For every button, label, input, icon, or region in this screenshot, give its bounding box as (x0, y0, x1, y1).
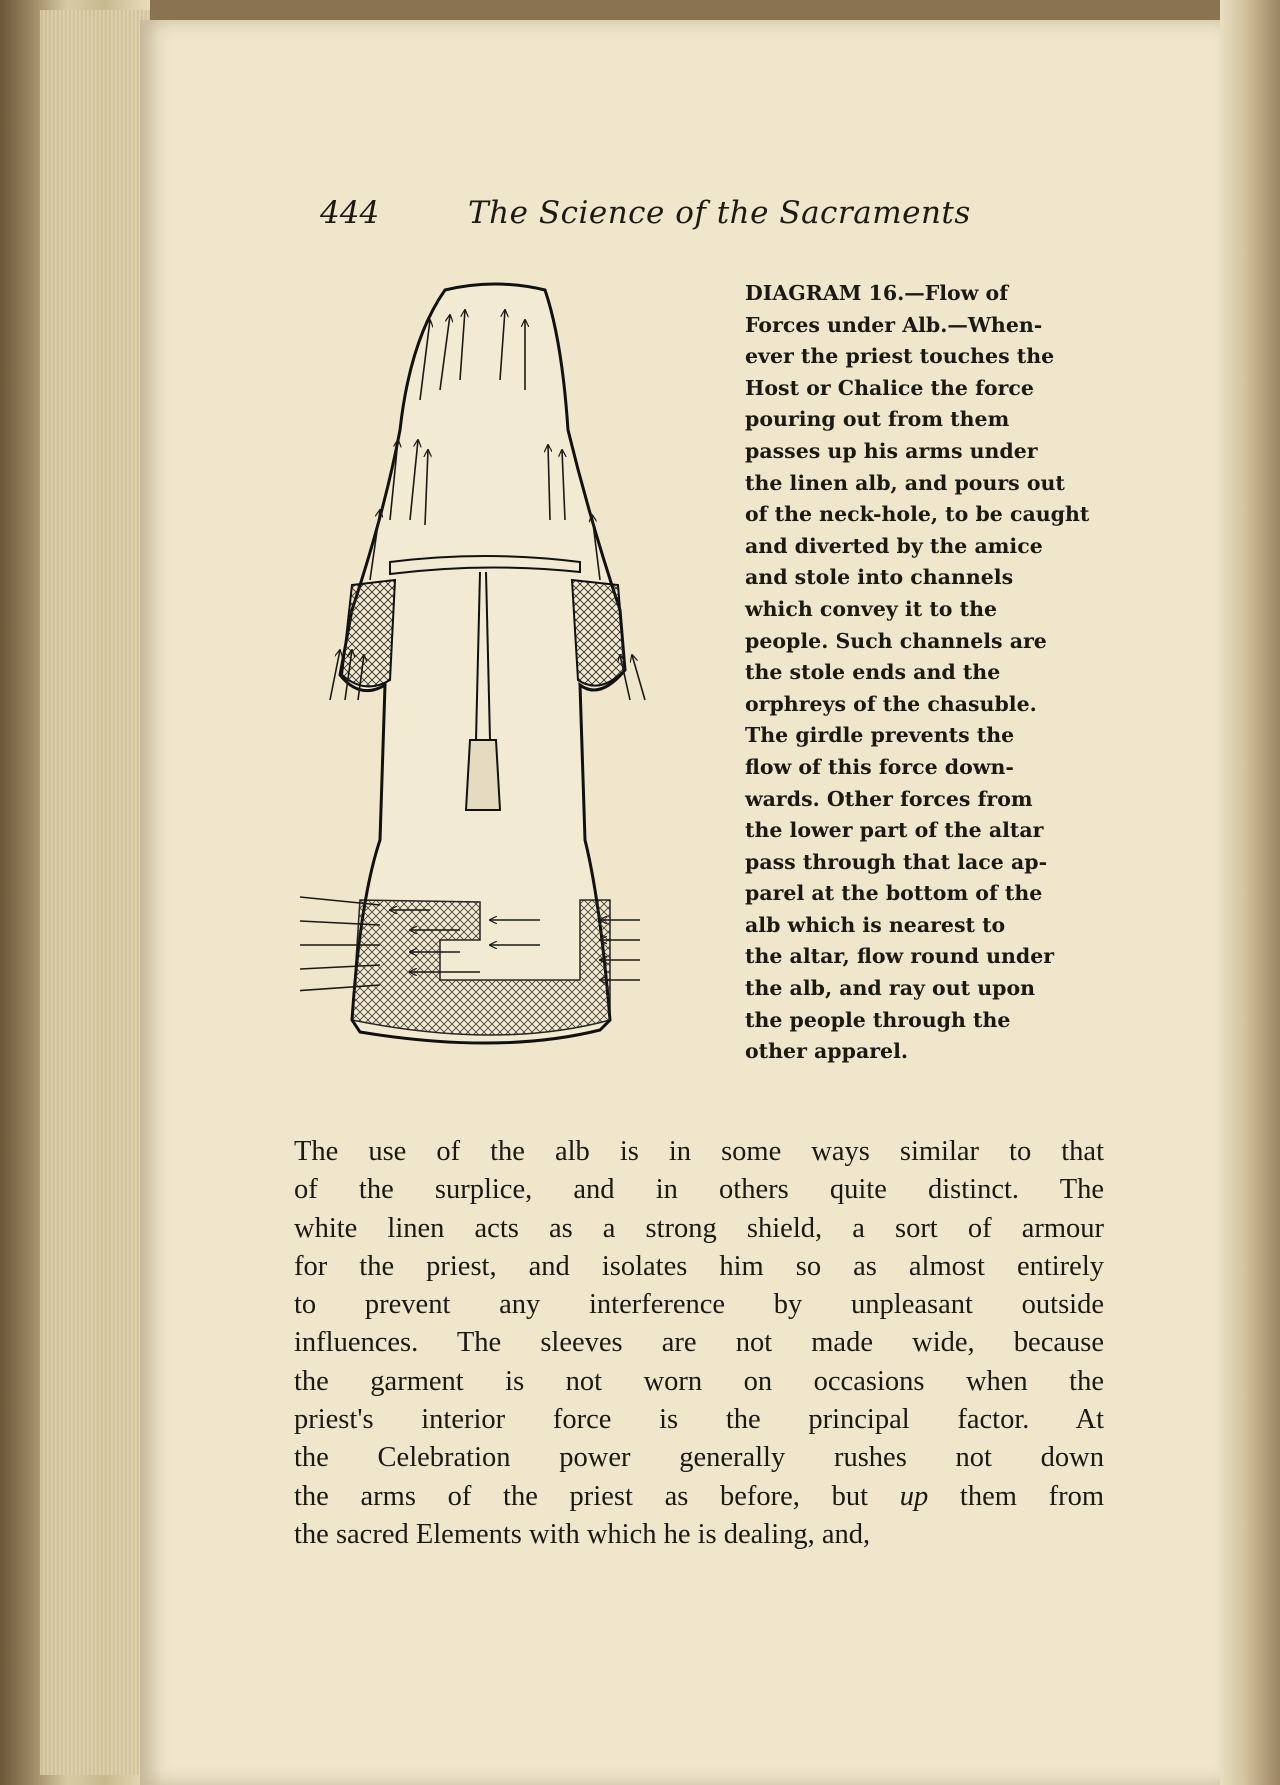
left-sleeve-lace (342, 580, 395, 686)
diagram-caption (745, 278, 1125, 1068)
caption-line: and stole into channels (745, 565, 1014, 590)
body-line: the sacred Elements with which he is dealing, and, (294, 1518, 871, 1550)
caption-line: flow of this force down- (745, 754, 1014, 779)
girdle-tassel (466, 740, 500, 810)
caption-line: the lower part of the altar (745, 818, 1044, 843)
body-line-text: them from (928, 1480, 1104, 1512)
caption-line: passes up his arms under (745, 438, 1038, 463)
page-heading: The Science of the Sacraments (468, 195, 971, 231)
caption-line: Forces under Alb.—When- (745, 312, 1043, 337)
caption-line: Host or Chalice the force (745, 375, 1034, 400)
body-line-text: the arms of the priest as before, but (294, 1480, 900, 1512)
caption-line: parel at the bottom of the (745, 881, 1043, 906)
caption-line: DIAGRAM 16.—Flow of (745, 281, 1009, 305)
page-stack (40, 10, 150, 1775)
caption-line: The girdle prevents the (745, 723, 1015, 748)
caption-line: pouring out from them (745, 407, 1010, 432)
body-paragraph (294, 1133, 1104, 1554)
caption-line: orphreys of the chasuble. (745, 691, 1037, 716)
body-line: white linen acts as a strong shield, a sort of armour (294, 1212, 1104, 1244)
caption-line: the linen alb, and pours out (745, 470, 1065, 495)
caption-line: ever the priest touches the (745, 344, 1055, 369)
body-line: for the priest, and isolates him so as almost entirely (294, 1250, 1104, 1282)
caption-line: which convey it to the (745, 596, 998, 621)
running-head (320, 195, 1000, 245)
caption-line: the altar, flow round under (745, 944, 1055, 969)
body-line: influences. The sleeves are not made wide, because (294, 1327, 1104, 1359)
caption-line: people. Such channels are (745, 628, 1047, 653)
alb-illustration (300, 280, 740, 1110)
caption-line: the people through the (745, 1007, 1011, 1032)
caption-line: alb which is nearest to (745, 912, 1006, 937)
book-right-edge (1220, 0, 1280, 1785)
emphasis-up: up (899, 1480, 929, 1512)
caption-line: other apparel. (745, 1039, 909, 1064)
body-line: priest's interior force is the principal factor. At (294, 1404, 1104, 1436)
body-line: to prevent any interference by unpleasant outside (294, 1289, 1104, 1321)
body-line: the garment is not worn on occasions when the (294, 1365, 1104, 1397)
caption-line: and diverted by the amice (745, 533, 1043, 558)
body-line: of the surplice, and in others quite distinct. The (294, 1174, 1104, 1206)
caption-line: pass through that lace ap- (745, 849, 1048, 874)
alb-diagram (300, 280, 740, 1110)
page-number: 444 (320, 195, 380, 231)
body-line: the Celebration power generally rushes not down (294, 1442, 1104, 1474)
caption-line: wards. Other forces from (745, 786, 1033, 811)
right-sleeve-lace (572, 580, 625, 686)
caption-line: the alb, and ray out upon (745, 976, 1036, 1001)
caption-line: the stole ends and the (745, 660, 1001, 685)
caption-line: of the neck-hole, to be caught (745, 502, 1090, 527)
body-line (294, 1478, 1104, 1516)
body-line: The use of the alb is in some ways similar to that (294, 1136, 1104, 1167)
